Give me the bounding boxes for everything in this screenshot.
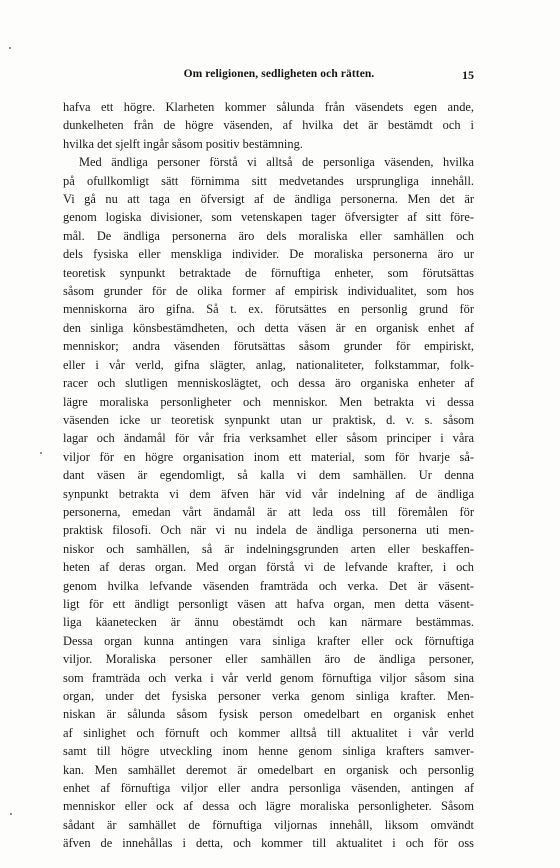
text-line: racer och slutligen menniskoslägtet, och dessa äro organiska enheter af — [63, 376, 474, 391]
text-line: lägre moraliska personligheter och menniskor. Men betrakta vi dessa — [63, 394, 474, 409]
text-line: Med ändliga personer förstå vi alltså de personliga väsenden, hvilka — [79, 155, 474, 170]
text-line: menniskor; andra väsenden förutsättas såsom grunder för empiriskt, — [63, 339, 474, 354]
text-line: den sinliga könsbestämdheten, och detta väsen är en organisk enhet af — [63, 320, 474, 335]
text-line: niskan är sålunda såsom fysisk person omedelbart en organisk enhet — [63, 707, 474, 722]
text-line: samt till högre utveckling inom henne genom sinliga krafters samver- — [63, 744, 474, 759]
text-line: som framträda och verka i vår verld genom förnuftiga viljor såsom sina — [63, 670, 474, 685]
text-line: sådant är samhället de förnuftiga viljornas innehåll, liksom omvändt — [63, 817, 474, 832]
text-line: ligt för ett ändligt personligt väsen att hafva organ, men detta väsent- — [63, 596, 474, 611]
text-line: genom hvilka lefvande väsenden framträda och verka. Det är väsent- — [63, 578, 474, 593]
text-line: personerna, emedan vårt ändamål är att leda oss till föremålen för — [63, 504, 474, 519]
text-line: af sinlighet och förnuft och kommer alltså till aktualitet i vår verld — [63, 725, 474, 740]
body-text — [63, 98, 474, 853]
text-line: äfven de innehållas i detta, och kommer till aktualitet i och för oss — [63, 836, 474, 851]
text-line: såsom grunder för de olika former af empirisk individualitet, som hos — [63, 284, 474, 299]
text-line: kan. Men samhället deremot är omedelbart en organisk och personlig — [63, 762, 474, 777]
text-line: dels fysiska eller menskliga individer. De moraliska personerna äro ur — [63, 247, 474, 262]
page-header — [84, 68, 474, 84]
text-line: väsenden icke ur teoretisk synpunkt utan ur praktisk, d. v. s. såsom — [63, 412, 474, 427]
text-line: organ, under det fysiska personer verka genom sinliga krafter. Men- — [63, 689, 474, 703]
text-line: på ofullkomligt sätt förnimma sitt medvetandes ursprungliga innehåll. — [63, 173, 474, 188]
text-line: heten af deras organ. Med organ förstå vi de lefvande krafter, i och — [63, 560, 474, 575]
text-line: dant väsen är egendomligt, så kalla vi dem samhällen. Ur denna — [63, 468, 474, 483]
page-number: 15 — [462, 68, 474, 82]
running-title: Om religionen, sedligheten och rätten. — [183, 68, 375, 80]
text-line: Vi gå nu att taga en öfversigt af de ändliga personerna. Men det är — [63, 192, 474, 207]
text-line: dunkelheten från de högre väsenden, af hvilka det är bestämdt och i — [63, 118, 474, 133]
text-line: lagar och ändamål för vår fria verksamhet eller såsom principer i våra — [63, 431, 474, 446]
text-line: Dessa organ kunna antingen vara sinliga krafter eller ock förnuftiga — [63, 633, 474, 648]
text-line: niskor och samhällen, så är indelningsgrunden arten eller beskaffen- — [63, 541, 474, 556]
text-line: eller i vår verld, gifna slägter, anlag, nationaliteter, folkstammar, folk- — [63, 357, 474, 372]
text-line: hafva ett högre. Klarheten kommer sålunda från väsendets egen ande, — [63, 100, 474, 114]
text-line: viljor för en högre organisation inom ett material, som för hvarje så- — [63, 449, 474, 464]
text-line: viljor. Moraliska personer eller samhällen äro de ändliga personer, — [63, 652, 474, 667]
text-line: liga käanetecken är ännu obestämdt och kan närmare bestämmas. — [63, 615, 474, 630]
text-line: mål. De ändliga personerna äro dels moraliska eller samhällen och — [63, 228, 474, 243]
paper-speck — [40, 452, 42, 454]
paper-speck — [10, 813, 12, 815]
text-line: hvilka det sjelft ingår såsom positiv bestämning. — [63, 136, 303, 151]
text-line: synpunkt betrakta vi dem äfven här vid vår indelning af de ändliga — [63, 486, 474, 501]
text-line: menniskor eller ock af dessa och lägre moraliska personligheter. Såsom — [63, 799, 474, 814]
text-line: menniskorna äro gifna. Så t. ex. förutsättes en personlig grund för — [63, 302, 474, 317]
text-line: praktisk filosofi. Och när vi nu indela de ändliga personerna uti men- — [63, 523, 474, 538]
text-line: genom logiska divisioner, som vetenskapen tager öfversigter af sitt före- — [63, 210, 474, 225]
paper-speck — [9, 47, 11, 49]
text-line: enhet af förnuftiga viljor eller andra personliga väsenden, antingen af — [63, 781, 474, 796]
text-line: teoretisk synpunkt betraktade de förnuftiga enheter, som förutsättas — [63, 265, 474, 280]
